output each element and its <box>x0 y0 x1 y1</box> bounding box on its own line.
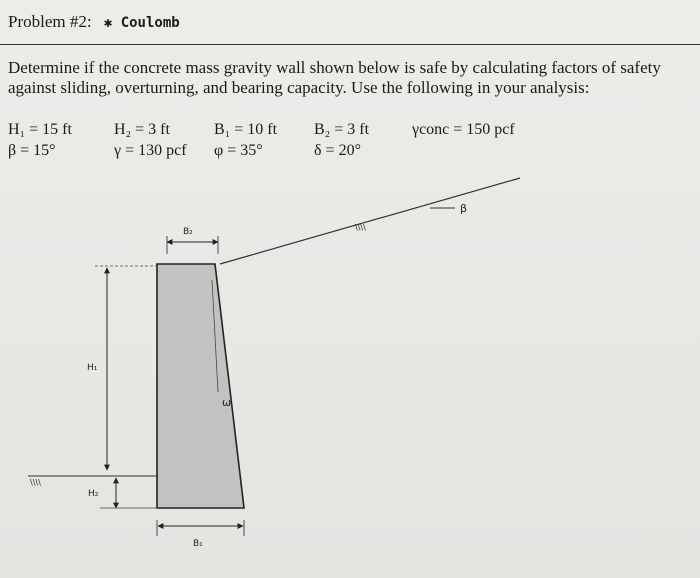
param-beta: β = 15° <box>8 142 56 159</box>
ground-hatch-front: \\\\ <box>30 478 41 487</box>
param-gamma-conc: γconc = 150 pcf <box>412 121 515 138</box>
gravity-wall <box>157 264 244 508</box>
b1-label: B₁ <box>193 539 203 549</box>
param-b1: B₁ = 10 ft <box>214 121 278 138</box>
param-h1: H₁ = 15 ft <box>8 121 72 138</box>
handwritten-note: ✱ Coulomb <box>103 15 180 31</box>
problem-number: Problem #2: <box>8 12 92 31</box>
header-divider <box>0 44 700 45</box>
param-h2: H₂ = 3 ft <box>114 121 170 138</box>
b2-label: B₂ <box>183 227 193 237</box>
problem-header <box>8 12 180 32</box>
ground-hatch-slope: \\\\ <box>355 223 366 232</box>
backfill-slope-line <box>220 178 520 264</box>
problem-description: Determine if the concrete mass gravity wall shown below is safe by calculating factors of safety against sliding, overturning, and bearing capacity. Use the following in your analysis: <box>8 58 661 97</box>
param-gamma: γ = 130 pcf <box>114 142 187 159</box>
beta-label: β <box>460 202 468 215</box>
param-b2: B₂ = 3 ft <box>314 121 370 138</box>
h1-label: H₁ <box>87 363 98 373</box>
param-phi: φ = 35° <box>214 142 263 159</box>
h2-label: H₂ <box>88 489 99 499</box>
param-delta: δ = 20° <box>314 142 361 159</box>
omega-label: ω <box>222 396 232 409</box>
retaining-wall-diagram <box>0 170 700 578</box>
